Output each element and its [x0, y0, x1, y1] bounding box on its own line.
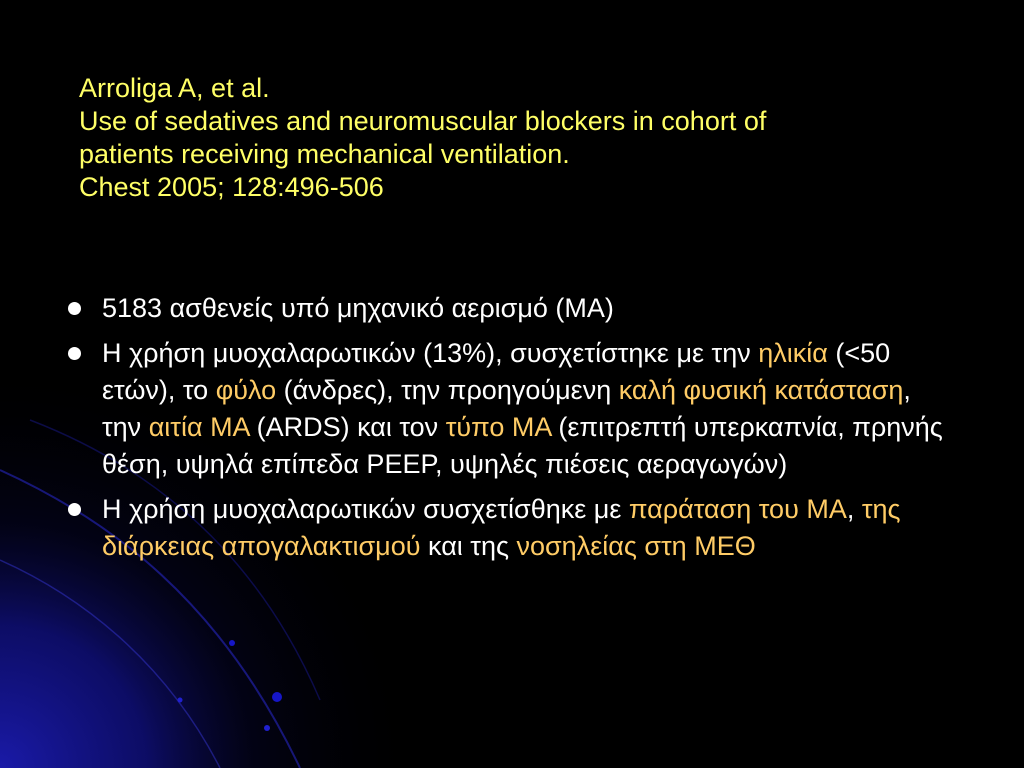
highlighted-text: τύπο ΜΑ	[445, 412, 551, 442]
highlighted-text: της διάρκειας απογαλακτισμού	[102, 494, 901, 561]
bullet-item	[66, 491, 946, 565]
bullet-text: 5183 ασθενείς υπό μηχανικό αερισμό (ΜΑ)	[102, 293, 614, 323]
bullet-text: (επιτρεπτή υπερκαπνία, πρηνής θέση, υψηλά επίπεδα PEEP, υψηλές πιέσεις αεραγωγών)	[102, 412, 943, 479]
highlighted-text: αιτία ΜΑ	[148, 412, 250, 442]
bullet-text: (<50 ετών), το	[102, 338, 891, 405]
bullet-text: Η χρήση μυοχαλαρωτικών (13%), συσχετίστηκε με την	[102, 338, 759, 368]
title-line: Arroliga A, et al.	[79, 73, 270, 103]
bullet-text: (άνδρες), την προηγούμενη	[276, 375, 619, 405]
bullet-list	[66, 290, 946, 573]
bullet-item	[66, 290, 946, 327]
bullet-item	[66, 335, 946, 483]
decor-dot-3	[264, 725, 270, 731]
bullet-text: ,	[846, 494, 862, 524]
highlighted-text: καλή φυσική κατάσταση	[618, 375, 904, 405]
decor-dot-2	[229, 640, 235, 646]
bullet-dot-icon	[68, 503, 81, 516]
highlighted-text: νοσηλείας στη ΜΕΘ	[516, 531, 756, 561]
decor-dot-1	[272, 692, 282, 702]
bullet-dot-icon	[68, 347, 81, 360]
bullet-text: και της	[420, 531, 517, 561]
title-line: Use of sedatives and neuromuscular blockers in cohort of	[79, 106, 767, 136]
highlighted-text: φύλο	[215, 375, 277, 405]
slide-title	[79, 72, 979, 204]
bullet-dot-icon	[68, 302, 81, 315]
title-line: Chest 2005; 128:496-506	[79, 172, 384, 202]
bullet-text: , την	[102, 375, 911, 442]
title-line: patients receiving mechanical ventilation.	[79, 139, 570, 169]
bullet-text: Η χρήση μυοχαλαρωτικών συσχετίσθηκε με	[102, 494, 629, 524]
bullet-text: (ARDS) και τον	[249, 412, 446, 442]
decor-dot-4	[178, 698, 183, 703]
highlighted-text: ηλικία	[758, 338, 828, 368]
highlighted-text: παράταση του ΜΑ	[628, 494, 847, 524]
